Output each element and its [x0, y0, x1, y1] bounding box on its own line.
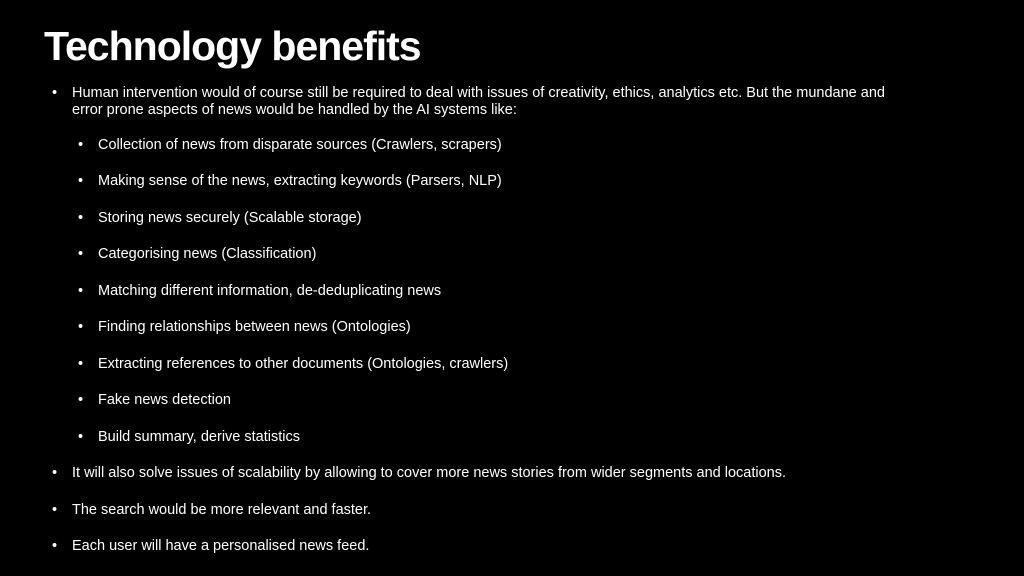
sub-bullet-summary [78, 429, 300, 446]
bullet-text-line: error prone aspects of news would be handled by the AI systems like: [72, 102, 517, 118]
bullet-text-line: Finding relationships between news (Ontologies) [98, 319, 411, 335]
bullet-text-line: Build summary, derive statistics [98, 429, 300, 445]
sub-bullet-relationships [78, 319, 411, 336]
bullet-dot: • [78, 283, 84, 299]
bullet-dot: • [78, 356, 84, 372]
sub-bullet-matching [78, 283, 442, 300]
bullet-item-personalised-feed [52, 538, 370, 555]
bullet-text-line: Categorising news (Classification) [98, 246, 317, 262]
bullet-item-intervention [52, 85, 885, 119]
bullet-text-line: Each user will have a personalised news feed. [72, 538, 370, 554]
bullet-dot: • [78, 319, 84, 335]
bullet-text-line: Fake news detection [98, 392, 231, 408]
bullet-text-line: The search would be more relevant and faster. [72, 502, 372, 518]
bullet-item-scalability [52, 465, 787, 482]
sub-bullet-making-sense [78, 173, 502, 190]
bullet-text-line: Storing news securely (Scalable storage) [98, 210, 362, 226]
bullet-text-line: Matching different information, de-deduplicating news [98, 283, 442, 299]
bullet-dot: • [52, 502, 58, 518]
bullet-dot: • [78, 429, 84, 445]
bullet-dot: • [78, 173, 84, 189]
sub-bullet-fake-news [78, 392, 231, 409]
slide-title: Technology benefits [44, 23, 421, 69]
bullet-item-search [52, 502, 372, 519]
bullet-dot: • [52, 85, 58, 101]
bullet-text-line: Extracting references to other documents (Ontologies, crawlers) [98, 356, 509, 372]
bullet-text-line: Collection of news from disparate sources (Crawlers, scrapers) [98, 137, 502, 153]
bullet-dot: • [78, 246, 84, 262]
bullet-text-line: It will also solve issues of scalability by allowing to cover more news stories from wider segments and locations. [72, 465, 787, 481]
bullet-dot: • [78, 392, 84, 408]
bullet-text-line: Making sense of the news, extracting keywords (Parsers, NLP) [98, 173, 502, 189]
sub-bullet-categorising [78, 246, 317, 263]
bullet-dot: • [78, 210, 84, 226]
sub-bullet-references [78, 356, 509, 373]
bullet-text-line: Human intervention would of course still be required to deal with issues of creativity, ethics, analytics etc. But the mundane and [72, 85, 885, 101]
bullet-dot: • [52, 538, 58, 554]
bullet-dot: • [78, 137, 84, 153]
sub-bullet-storing [78, 210, 362, 227]
bullet-dot: • [52, 465, 58, 481]
sub-bullet-collection [78, 137, 502, 154]
